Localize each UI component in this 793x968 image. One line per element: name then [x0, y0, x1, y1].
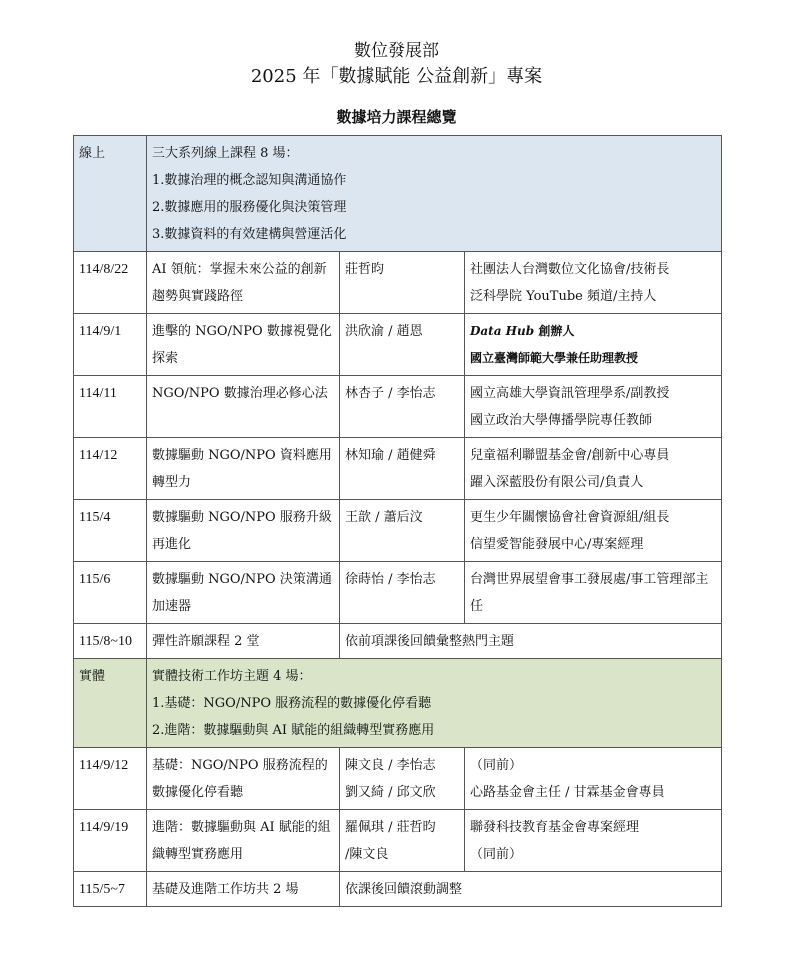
speaker-line: 陳文良 / 李怡志 [345, 758, 436, 773]
topic-cell: 基礎：NGO/NPO 服務流程的數據優化停看聽 [147, 748, 340, 810]
section-item: 1.數據治理的概念認知與溝通協作 [152, 173, 347, 188]
org-cell [465, 748, 722, 810]
topic-cell: 進階：數據驅動與 AI 賦能的組織轉型實務應用 [147, 810, 340, 872]
org-line: （同前） [470, 758, 523, 773]
online-section-row [74, 136, 722, 252]
date-cell: 114/8/22 [74, 252, 147, 314]
section-item: 1.基礎：NGO/NPO 服務流程的數據優化停看聽 [152, 696, 432, 711]
org-line: 台灣世界展望會事工發展處/事工管理部主任 [470, 572, 709, 614]
topic-cell: 基礎及進階工作坊共 2 場 [147, 872, 340, 907]
page-subtitle: 數據培力課程總覽 [336, 108, 457, 126]
section-intro: 實體技術工作坊主題 4 場： [152, 669, 312, 684]
topic-cell: 彈性許願課程 2 堂 [147, 624, 340, 659]
note-cell: 依前項課後回饋彙整熱門主題 [340, 624, 722, 659]
section-item: 2.進階：數據驅動與 AI 賦能的組織轉型實務應用 [152, 723, 435, 738]
org-line: 國立臺灣師範大學兼任助理教授 [470, 351, 639, 365]
speaker-cell: 洪欣渝 / 趙恩 [340, 314, 465, 376]
topic-cell: 進擊的 NGO/NPO 數據視覺化探索 [147, 314, 340, 376]
org-line: 心路基金會主任 / 甘霖基金會專員 [470, 785, 665, 800]
org-cell [465, 562, 722, 624]
speaker-cell: 徐蒔怡 / 李怡志 [340, 562, 465, 624]
note-cell: 依課後回饋滾動調整 [340, 872, 722, 907]
speaker-cell: 王歆 / 蕭后汶 [340, 500, 465, 562]
table-row [74, 252, 722, 314]
org-line: 社團法人台灣數位文化協會/技術長 [470, 262, 670, 277]
org-brand: Data Hub [470, 324, 535, 338]
org-cell [465, 500, 722, 562]
topic-cell: AI 領航：掌握未來公益的創新趨勢與實踐路徑 [147, 252, 340, 314]
speaker-line: 羅佩琪 / 莊哲昀 [345, 820, 436, 835]
physical-section-row [74, 659, 722, 748]
section-description [147, 659, 722, 748]
date-cell: 114/9/12 [74, 748, 147, 810]
table-row [74, 748, 722, 810]
date-cell: 115/6 [74, 562, 147, 624]
section-item: 3.數據資料的有效建構與營運活化 [152, 227, 347, 242]
org-brand-suffix: 創辦人 [534, 324, 575, 338]
section-item: 2.數據應用的服務優化與決策管理 [152, 200, 347, 215]
table-row [74, 376, 722, 438]
section-description [147, 136, 722, 252]
course-table [73, 135, 722, 907]
table-row [74, 314, 722, 376]
org-cell [465, 314, 722, 376]
date-cell: 115/8~10 [74, 624, 147, 659]
table-row [74, 624, 722, 659]
org-line: 國立政治大學傳播學院專任教師 [470, 413, 653, 428]
speaker-line: 劉又綺 / 邱文欣 [345, 785, 436, 800]
section-label: 實體 [74, 659, 147, 748]
table-row [74, 500, 722, 562]
org-line: （同前） [470, 847, 523, 862]
org-cell [465, 810, 722, 872]
org-line: 泛科學院 YouTube 頻道/主持人 [470, 289, 657, 304]
speaker-cell [340, 810, 465, 872]
org-line: 信望愛智能發展中心/專案經理 [470, 537, 644, 552]
project-title: 2025 年「數據賦能 公益創新」專案 [250, 66, 543, 87]
table-row [74, 872, 722, 907]
section-label: 線上 [74, 136, 147, 252]
topic-cell: 數據驅動 NGO/NPO 決策溝通加速器 [147, 562, 340, 624]
org-line: 躍入深藍股份有限公司/負責人 [470, 475, 644, 490]
speaker-cell: 莊哲昀 [340, 252, 465, 314]
speaker-cell: 林杏子 / 李怡志 [340, 376, 465, 438]
org-cell [465, 252, 722, 314]
date-cell: 114/11 [74, 376, 147, 438]
speaker-line: /陳文良 [345, 847, 389, 862]
org-line: 更生少年關懷協會社會資源組/組長 [470, 510, 670, 525]
table-row [74, 562, 722, 624]
org-line [470, 318, 716, 345]
date-cell: 114/9/1 [74, 314, 147, 376]
org-line: 聯發科技教育基金會專案經理 [470, 820, 640, 835]
date-cell: 114/9/19 [74, 810, 147, 872]
topic-cell: NGO/NPO 數據治理必修心法 [147, 376, 340, 438]
date-cell: 115/5~7 [74, 872, 147, 907]
org-cell [465, 376, 722, 438]
date-cell: 114/12 [74, 438, 147, 500]
topic-cell: 數據驅動 NGO/NPO 資料應用轉型力 [147, 438, 340, 500]
date-cell: 115/4 [74, 500, 147, 562]
table-row [74, 810, 722, 872]
org-line: 兒童福利聯盟基金會/創新中心專員 [470, 448, 670, 463]
speaker-cell: 林知瑜 / 趙健舜 [340, 438, 465, 500]
section-intro: 三大系列線上課程 8 場： [152, 146, 299, 161]
speaker-cell [340, 748, 465, 810]
organization-title: 數位發展部 [354, 41, 439, 61]
table-row [74, 438, 722, 500]
org-cell [465, 438, 722, 500]
org-line: 國立高雄大學資訊管理學系/副教授 [470, 386, 670, 401]
topic-cell: 數據驅動 NGO/NPO 服務升級再進化 [147, 500, 340, 562]
